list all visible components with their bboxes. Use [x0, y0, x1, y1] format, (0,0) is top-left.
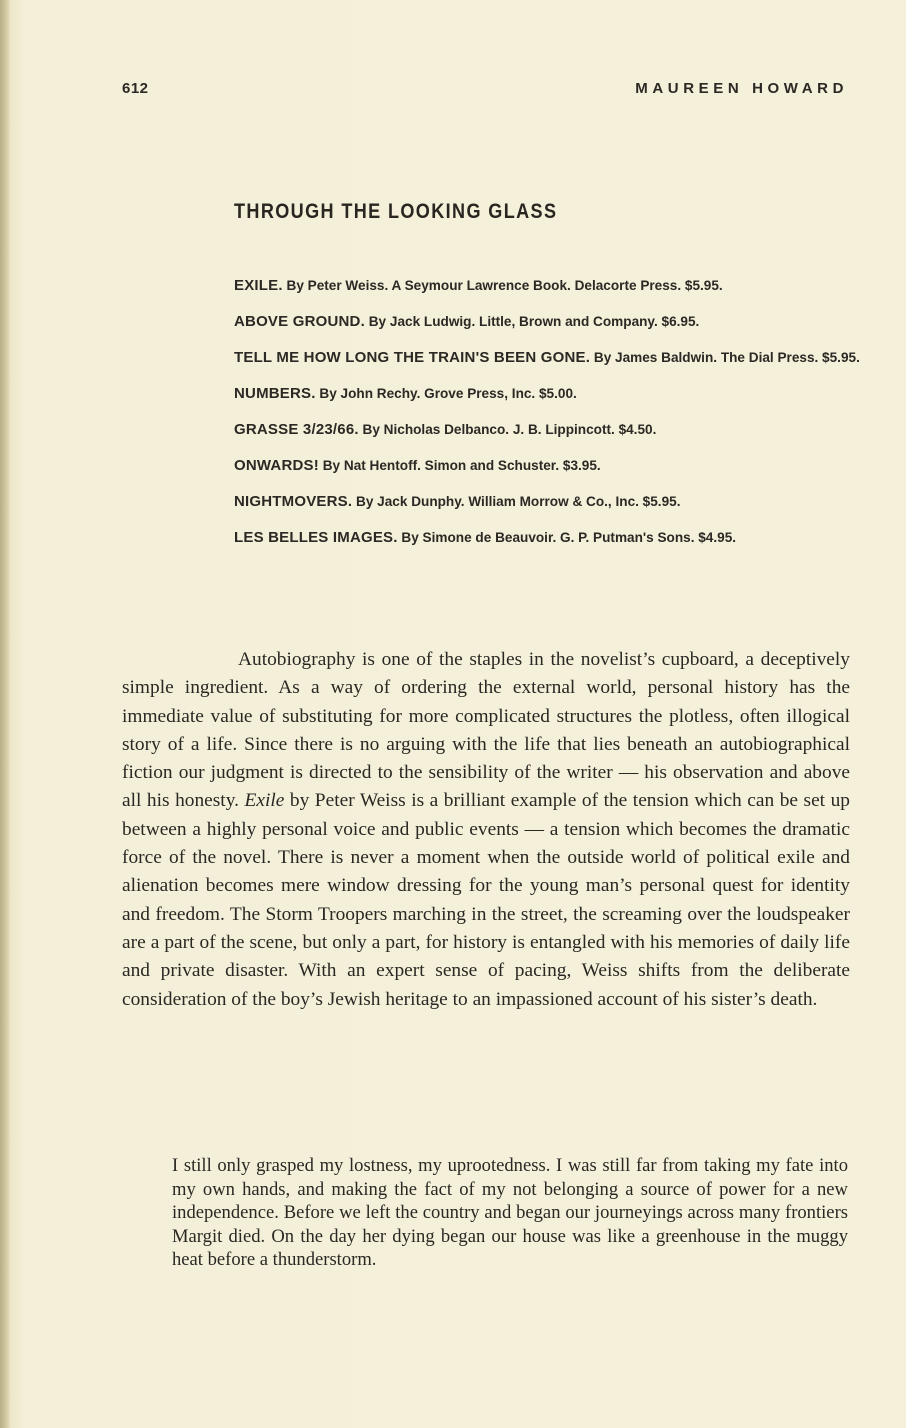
book-title: GRASSE 3/23/66. [234, 421, 359, 438]
body-text-part: by Peter Weiss is a brilliant example of the tension which can be set up between a highly personal voice and public events — a tension which becomes the dramatic force of the novel. There is never a moment when the outside world of political exile and alienation becomes mere window dressing for the young man’s personal quest for identity and freedom. The Storm Troopers marching in the street, the screaming over the loudspeaker are a part of the scene, but only a part, for history is entangled with his memories of daily life and private disaster. With an expert sense of pacing, Weiss shifts from the deliberate consideration of the boy’s Jewish heritage to an impassioned account of his sister’s death. [122, 790, 850, 1010]
book-details: By John Rechy. Grove Press, Inc. $5.00. [319, 386, 577, 401]
book-details: By Jack Dunphy. William Morrow & Co., Inc. $5.95. [356, 494, 681, 509]
book-title: EXILE. [234, 277, 283, 294]
book-details: By Nicholas Delbanco. J. B. Lippincott. $4.50. [362, 422, 657, 437]
quote-text: I still only grasped my lostness, my uprootedness. I was still far from taking my fate into my own hands, and making the fact of my not belonging a source of power for a new independence. Before we left the country and began our journeyings across many frontiers Margit died. On the day her dying began our house was like a greenhouse in the muggy heat before a thunderstorm. [172, 1155, 848, 1271]
book-entry [234, 312, 864, 331]
book-entry [234, 276, 864, 295]
body-paragraph [122, 646, 850, 1014]
book-entry [234, 420, 864, 439]
book-title: LES BELLES IMAGES. [234, 529, 398, 546]
book-details: By Jack Ludwig. Little, Brown and Company. $6.95. [368, 314, 700, 329]
book-details: By Nat Hentoff. Simon and Schuster. $3.95. [322, 458, 601, 473]
book-entry [234, 528, 864, 547]
book-title: NUMBERS. [234, 385, 316, 402]
review-body [122, 646, 850, 1014]
body-text-part: Autobiography is one of the staples in the novelist’s cupboard, a deceptively simple ingredient. As a way of ordering the external world, personal history has the immediate value of substituting for more complicated structures the plotless, often illogical story of a life. Since there is no arguing with the life that lies beneath an autobiographical fiction our judgment is directed to the sensibility of the writer — his observation and above all his honesty. [122, 649, 850, 812]
book-title: NIGHTMOVERS. [234, 493, 353, 510]
running-head-author: MAUREEN HOWARD [635, 80, 848, 97]
page-number: 612 [122, 80, 149, 97]
book-title: ONWARDS! [234, 457, 319, 474]
book-details: By James Baldwin. The Dial Press. $5.95. [593, 350, 860, 365]
book-title: ABOVE GROUND. [234, 313, 365, 330]
book-entry [234, 492, 864, 511]
book-entry [234, 348, 864, 367]
book-title: TELL ME HOW LONG THE TRAIN'S BEEN GONE. [234, 349, 591, 366]
article-title: THROUGH THE LOOKING GLASS [234, 200, 558, 223]
book-details: By Peter Weiss. A Seymour Lawrence Book. Delacorte Press. $5.95. [286, 278, 723, 293]
running-head [122, 80, 848, 100]
book-details: By Simone de Beauvoir. G. P. Putman's Sons. $4.95. [401, 530, 737, 545]
book-entry [234, 456, 864, 475]
book-entry [234, 384, 864, 403]
book-title-italic: Exile [244, 790, 285, 812]
block-quote [172, 1154, 848, 1272]
reviewed-books-list [234, 276, 864, 564]
page-binding-edge [0, 0, 10, 1428]
